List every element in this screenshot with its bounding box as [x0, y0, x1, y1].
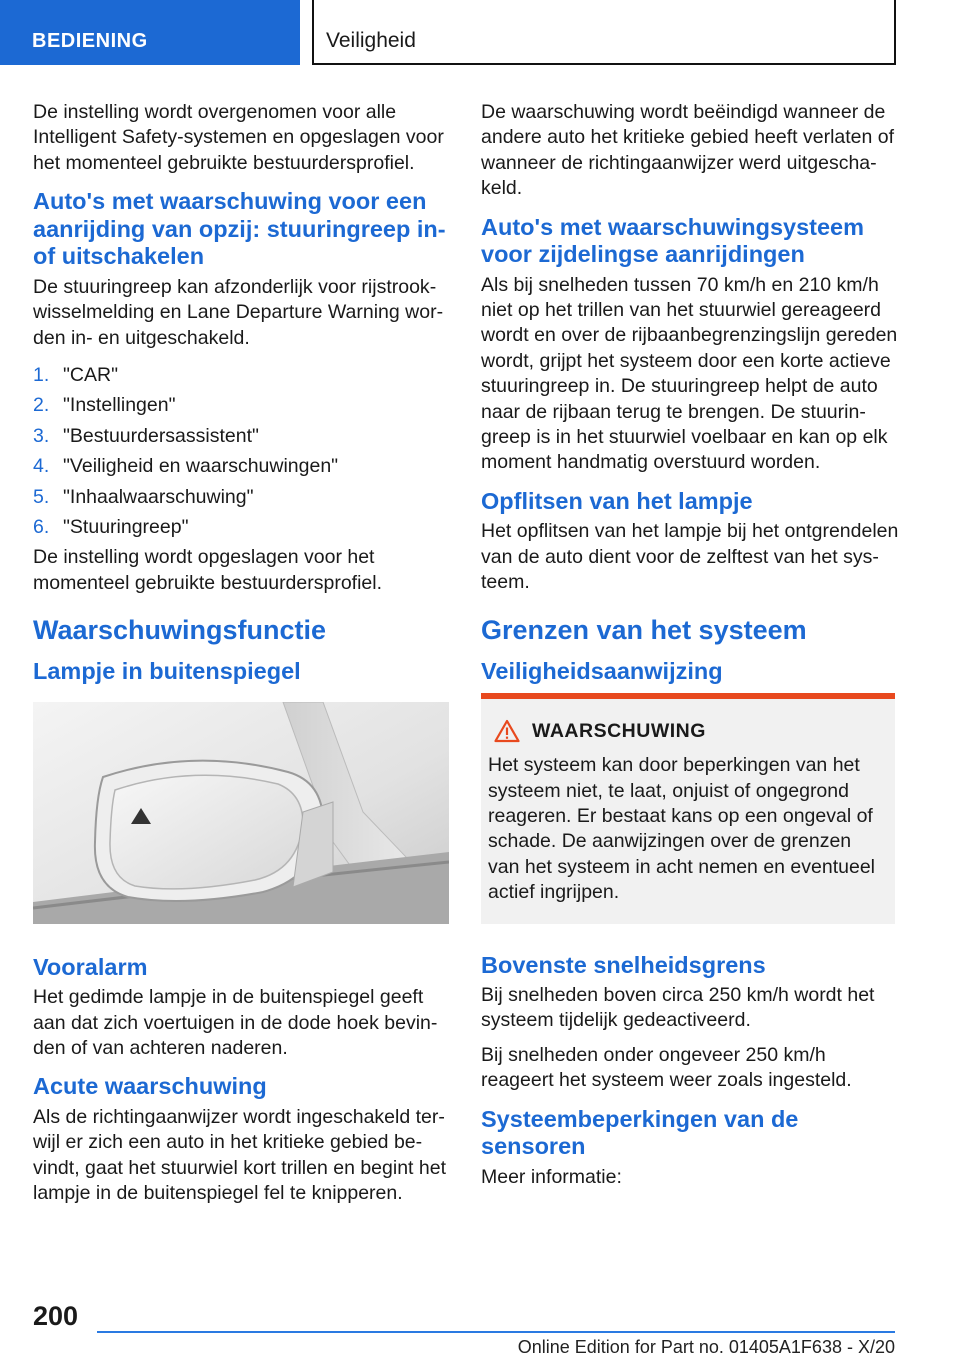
heading-side-collision: Auto's met waarschuwing voor een aanrijding van opzij: stuuringreep in- of uitschakelen [33, 188, 446, 270]
side-mirror-illustration [33, 702, 449, 924]
pre-alarm-paragraph: Het gedimde lampje in de buitenspiegel geeft aan dat zich voertuigen in de dode hoek bevinden of van achteren naderen. [33, 986, 438, 1059]
step-item: 3. "Bestuurdersassistent" [33, 424, 259, 447]
heading-sensor-limits: Systeembeperkingen van de sensoren [481, 1105, 799, 1160]
warning-header [494, 719, 887, 743]
speed-limit-paragraph-1: Bij snelheden boven circa 250 km/h wordt het systeem tijdelijk gedeactiveerd. [481, 984, 875, 1032]
heading-mirror-lamp: Lampje in buitenspiegel [33, 658, 301, 685]
step-item: 4. "Veiligheid en waarschuwingen" [33, 455, 339, 478]
end-warning-paragraph: De waarschuwing wordt beëindigd wanneer de andere auto het kritieke gebied heeft verlaten of wanneer de richtingaanwijzer werd uitgeschakeld. [481, 101, 895, 200]
warning-box [481, 693, 895, 923]
saved-paragraph: De instelling wordt opgeslagen voor het momenteel gebruikte bestuurdersprofiel. [33, 546, 383, 594]
left-column [33, 100, 451, 1216]
side-collision-system-paragraph: Als bij snelheden tussen 70 km/h en 210 km/h niet op het trillen van het stuurwiel gereageerd wordt en over de rijbaanbegrenzingslijn gereden wordt, grijpt het systeem door een korte actieve stuuringreep in. De stuuringreep helpt de auto naar de rijbaan terug te brengen. De stuuringreep is in het stuurwiel voelbaar en kan op elk moment handmatig overstuurd worden. [481, 273, 898, 474]
lamp-flash-paragraph: Het opflitsen van het lampje bij het ontgrendelen van de auto dient voor de zelftest van het systeem. [481, 520, 899, 594]
heading-speed-limit: Bovenste snelheidsgrens [481, 951, 766, 978]
heading-warning-function: Waarschuwingsfunctie [33, 615, 327, 646]
section-title: Veiligheid [312, 0, 896, 65]
heading-safety-notice: Veiligheidsaanwijzing [481, 657, 723, 684]
warning-text: Het systeem kan door beperkingen van het systeem niet, te laat, onjuist of ongegrond reageren. Er bestaat kans op een ongeval of schade. De aanwijzingen over de grenzen van het systeem in acht nemen en eventueel actief ingrijpen. [488, 754, 875, 904]
warning-title: WAARSCHUWING [532, 719, 706, 742]
settings-steps [33, 360, 451, 542]
step-item: 6. "Stuuringreep" [33, 515, 189, 538]
page-number: 200 [33, 1301, 79, 1331]
step-item: 2. "Instellingen" [33, 394, 176, 417]
right-column [481, 100, 899, 1199]
heading-side-collision-system: Auto's met waarschuwingsysteem voor zijdelingse aanrijdingen [481, 213, 865, 268]
step-item: 1. "CAR" [33, 363, 119, 386]
step-item: 5. "Inhaalwaarschuwing" [33, 485, 254, 508]
heading-pre-alarm: Vooralarm [33, 953, 148, 980]
footer-divider [97, 1331, 895, 1333]
side-collision-paragraph: De stuuringreep kan afzonderlijk voor rijstrookwisselmelding en Lane Departure Warning worden in- en uitgeschakeld. [33, 275, 444, 349]
acute-warning-paragraph: Als de richtingaanwijzer wordt ingeschakeld terwijl er zich een auto in het kritieke gebied bevindt, gaat het stuurwiel kort trillen en begint het lampje in de buitenspiegel fel te knipperen. [33, 1105, 446, 1205]
edition-text: Online Edition for Part no. 01405A1F638 - X/20 [517, 1337, 895, 1357]
heading-acute-warning: Acute waarschuwing [33, 1073, 267, 1100]
speed-limit-paragraph-2: Bij snelheden onder ongeveer 250 km/h reageert het systeem weer zoals ingesteld. [481, 1043, 852, 1092]
warning-triangle-icon [494, 719, 520, 743]
intro-paragraph: De instelling wordt overgenomen voor alle Intelligent Safety-systemen en opgeslagen voor het momenteel gebruikte bestuurdersprofiel. [33, 101, 444, 174]
more-info-paragraph: Meer informatie: [481, 1165, 622, 1188]
chapter-tab: BEDIENING [0, 0, 300, 65]
heading-system-limits: Grenzen van het systeem [481, 614, 807, 645]
heading-lamp-flash: Opflitsen van het lampje [481, 487, 753, 514]
